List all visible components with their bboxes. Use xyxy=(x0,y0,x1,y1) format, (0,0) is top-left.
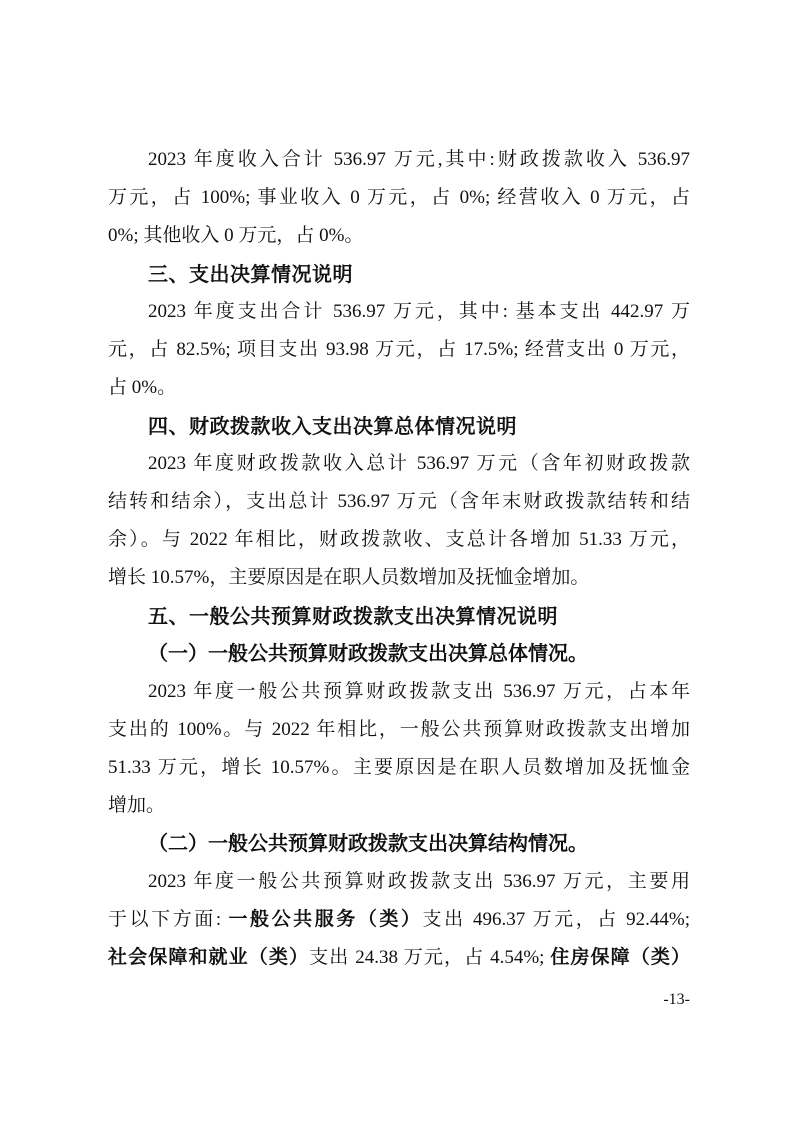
subsection-heading-overall: （一）一般公共预算财政拨款支出决算总体情况。 xyxy=(148,643,588,665)
page-number: -13- xyxy=(663,991,690,1008)
paragraph-line: 51.33 万元，增长 10.57%。主要原因是在职人员数增加及抚恤金 xyxy=(108,757,690,778)
paragraph-line: 增加。 xyxy=(108,795,166,816)
text-segment: 于以下方面: xyxy=(108,909,229,930)
paragraph-line: 结转和结余），支出总计 536.97 万元（含年末财政拨款结转和结 xyxy=(108,491,690,512)
section-heading-general-budget: 五、一般公共预算财政拨款支出决算情况说明 xyxy=(148,604,558,628)
bold-term: 住房保障（类） xyxy=(550,947,690,968)
overall-paragraph xyxy=(108,673,690,825)
paragraph-line: 2023 年度一般公共预算财政拨款支出 536.97 万元，主要用 xyxy=(148,871,690,892)
paragraph-line: 2023 年度一般公共预算财政拨款支出 536.97 万元，占本年 xyxy=(148,681,690,702)
paragraph-line xyxy=(108,939,690,977)
bold-term: 一般公共服务（类） xyxy=(228,909,423,930)
subsection-heading-structure: （二）一般公共预算财政拨款支出决算结构情况。 xyxy=(148,833,588,855)
paragraph-line: 2023 年度收入合计 536.97 万元,其中:财政拨款收入 536.97 xyxy=(148,149,690,170)
text-segment: 支出 24.38 万元，占 4.54%; xyxy=(309,947,551,968)
paragraph-line: 2023 年度财政拨款收入总计 536.97 万元（含年初财政拨款 xyxy=(148,453,690,474)
paragraph-line: 余）。与 2022 年相比，财政拨款收、支总计各增加 51.33 万元， xyxy=(108,529,690,550)
paragraph-line: 元，占 82.5%; 项目支出 93.98 万元，占 17.5%; 经营支出 0 万元， xyxy=(108,339,690,360)
structure-paragraph xyxy=(108,863,690,977)
text-segment: 支出 496.37 万元，占 92.44%; xyxy=(422,909,691,930)
bold-term: 社会保障和就业（类） xyxy=(108,947,310,968)
paragraph-line: 万元，占 100%; 事业收入 0 万元，占 0%; 经营收入 0 万元，占 xyxy=(108,187,690,208)
paragraph-line: 增长 10.57%，主要原因是在职人员数增加及抚恤金增加。 xyxy=(108,567,590,588)
page-body xyxy=(108,141,690,977)
income-paragraph xyxy=(108,141,690,255)
section-heading-fiscal-appropriation: 四、财政拨款收入支出决算总体情况说明 xyxy=(148,414,517,438)
paragraph-line xyxy=(108,901,690,939)
paragraph-line: 占 0%。 xyxy=(108,377,177,398)
paragraph-line: 2023 年度支出合计 536.97 万元，其中: 基本支出 442.97 万 xyxy=(148,301,690,322)
fiscal-appropriation-paragraph xyxy=(108,445,690,597)
section-heading-expenditure: 三、支出决算情况说明 xyxy=(148,262,353,286)
expenditure-paragraph xyxy=(108,293,690,407)
paragraph-line: 0%; 其他收入 0 万元，占 0%。 xyxy=(108,225,364,246)
paragraph-line: 支出的 100%。与 2022 年相比，一般公共预算财政拨款支出增加 xyxy=(108,719,690,740)
